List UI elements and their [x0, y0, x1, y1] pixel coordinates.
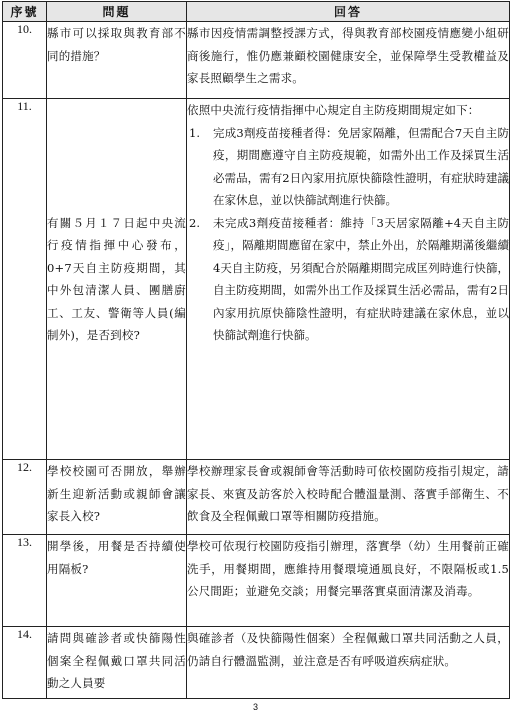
row-number: 11. [3, 99, 47, 460]
list-item-number: 1. [189, 125, 200, 140]
answer-cell [187, 99, 510, 460]
row-number: 13. [3, 535, 47, 627]
question-text: 學校校園可否開放，舉辦新生迎新活動或親師會讓家長入校? [47, 464, 186, 523]
list-item-text: 未完成3劑疫苗接種者：維持「3天居家隔離+4天自主防疫」，隔離期間應留在家中，禁止外出，於隔離期滿後繼續4天自主防疫，另須配合於隔離期間完成匡列時進行快篩，自主防疫期間，如需外出工作及採買生活必需品，需有2日內家用抗原快篩陰性證明，有症狀時建議在家休息，並以快篩試劑進行快篩。 [213, 215, 509, 342]
question-cell [47, 22, 187, 99]
table-row [3, 535, 510, 627]
list-item-text: 完成3劑疫苗接種者得：免居家隔離，但需配合7天自主防疫，期間應遵守自主防疫規範，如需外出工作及採買生活必需品，需有2日內家用抗原快篩陰性證明，有症狀時建議在家休息，並以快篩試劑進行快篩。 [213, 125, 509, 207]
question-text: 有關５月１７日起中央流行疫情指揮中心發布，0+7天自主防疫期間，其中外包清潔人員、團膳廚工、工友、警衛等人員(編制外)，是否到校? [47, 215, 186, 342]
question-text: 縣市可以採取與教育部不同的措施？ [47, 26, 186, 63]
row-number: 10. [3, 22, 47, 99]
table-row [3, 22, 510, 99]
row-number: 14. [3, 627, 47, 699]
answer-list [187, 122, 509, 347]
question-text: 請問與確診者或快篩陽性個案全程佩戴口罩共同活動之人員要 [47, 631, 186, 690]
question-cell [47, 460, 187, 535]
list-item [187, 212, 509, 347]
answer-text: 縣市因疫情需調整授課方式，得與教育部校園疫情應變小組研商後施行，惟仍應兼顧校園健康安全，並保障學生受教權益及家長照顧學生之需求。 [187, 26, 509, 85]
header-answer: 回答 [187, 2, 510, 22]
list-item [187, 122, 509, 212]
answer-text: 學校可依現行校園防疫指引辦理，落實學（幼）生用餐前正確洗手，用餐期間，應維持用餐環境通風良好，不限隔板或1.5公尺間距；並避免交談；用餐完畢落實桌面清潔及消毒。 [187, 539, 509, 598]
table-header-row [3, 2, 510, 22]
answer-text: 與確診者（及快篩陽性個案）全程佩戴口罩共同活動之人員，仍請自行體溫監測，並注意是否有呼吸道疾病症狀。 [187, 631, 509, 668]
question-cell [47, 535, 187, 627]
answer-cell [187, 627, 510, 699]
answer-text: 學校辦理家長會或親師會等活動時可依校園防疫指引規定，請家長、來賓及訪客於入校時配合體溫量測、落實手部衛生、不飲食及全程佩戴口罩等相關防疫措施。 [187, 464, 509, 523]
page-number: 3 [252, 702, 258, 712]
question-cell [47, 627, 187, 699]
header-question: 問題 [47, 2, 187, 22]
faq-table [2, 1, 510, 699]
list-item-number: 2. [189, 215, 200, 230]
table-row [3, 460, 510, 535]
answer-cell [187, 460, 510, 535]
header-no: 序號 [3, 2, 47, 22]
answer-cell [187, 535, 510, 627]
table-row [3, 627, 510, 699]
table-row [3, 99, 510, 460]
question-text: 開學後，用餐是否持續使用隔板? [47, 539, 186, 576]
answer-intro: 依照中央流行疫情指揮中心規定自主防疫期間規定如下： [187, 103, 480, 117]
row-number: 12. [3, 460, 47, 535]
question-cell [47, 99, 187, 460]
answer-cell [187, 22, 510, 99]
